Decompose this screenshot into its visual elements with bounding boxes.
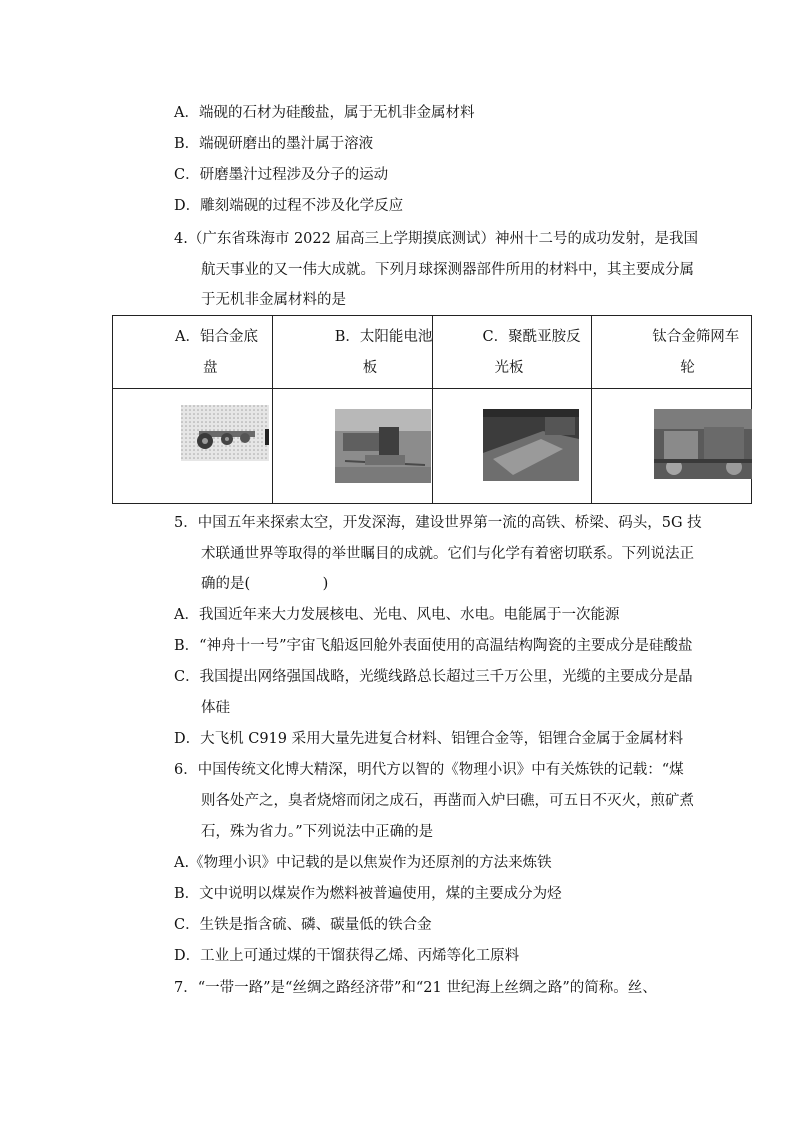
q4-option-a-label-1: A．铝合金底 [175, 329, 258, 345]
q4-option-d-cell [592, 316, 752, 389]
q6-option-c: C．生铁是指含硫、磷、碳量低的铁合金 [174, 917, 432, 933]
q5-stem-line-1: 5．中国五年来探索太空，开发深海，建设世界第一流的高铁、桥梁、码头，5G 技 [174, 515, 702, 531]
q3-option-d: D．雕刻端砚的过程不涉及化学反应 [174, 198, 404, 214]
q4-option-c-label-2: 光板 [494, 360, 524, 376]
q4-photo-a-cell [113, 389, 273, 504]
q4-stem-line-1: 4.（广东省珠海市 2022 届高三上学期摸底测试）神州十二号的成功发射，是我国 [174, 231, 698, 247]
q4-option-b-label-2: 板 [362, 360, 378, 376]
q4-option-a-label-2: 盘 [203, 360, 218, 376]
q4-stem-line-3: 于无机非金属材料的是 [201, 292, 346, 308]
q4-option-c-label-1: C．聚酰亚胺反 [482, 329, 581, 345]
q6-option-b: B．文中说明以煤炭作为燃料被普遍使用，煤的主要成分为烃 [174, 886, 562, 902]
q3-option-c: C．研磨墨汁过程涉及分子的运动 [174, 167, 389, 183]
q6-option-d: D．工业上可通过煤的干馏获得乙烯、丙烯等化工原料 [174, 948, 520, 964]
q4-materials-table [112, 315, 752, 504]
q5-stem-line-3: 确的是( ) [201, 576, 329, 592]
q5-option-c: C．我国提出网络强国战略，光缆线路总长超过三千万公里，光缆的主要成分是晶 [174, 669, 693, 685]
q5-option-d: D．大飞机 C919 采用大量先进复合材料、铝锂合金等，铝锂合金属于金属材料 [174, 731, 684, 747]
rover-chassis-photo [181, 405, 269, 461]
q5-option-a: A．我国近年来大力发展核电、光电、风电、水电。电能属于一次能源 [174, 607, 620, 623]
q4-option-d-label-2: 轮 [680, 360, 695, 376]
q6-stem-line-3: 石，殊为省力。”下列说法中正确的是 [201, 824, 434, 840]
q7-stem-line-1: 7．“一带一路”是“丝绸之路经济带”和“21 世纪海上丝绸之路”的简称。丝、 [174, 980, 657, 996]
q5-stem-line-2: 术联通世界等取得的举世瞩目的成就。它们与化学有着密切联系。下列说法正 [201, 546, 694, 562]
q5-option-c-continued: 体硅 [201, 700, 230, 716]
q6-stem-line-2: 则各处产之，臭者烧熔而闭之成石，再凿而入炉曰礁，可五日不灭火，煎矿煮 [201, 793, 694, 809]
q4-stem-line-2: 航天事业的又一伟大成就。下列月球探测器部件所用的材料中，其主要成分属 [201, 262, 694, 278]
q4-option-c-cell [432, 316, 592, 389]
mesh-wheel-photo [654, 409, 752, 479]
q6-option-a: A.《物理小识》中记载的是以焦炭作为还原剂的方法来炼铁 [174, 855, 552, 871]
q3-option-b: B．端砚研磨出的墨汁属于溶液 [174, 136, 374, 152]
q4-photo-b-cell [272, 389, 432, 504]
q4-option-b-cell [272, 316, 432, 389]
q3-option-a: A．端砚的石材为硅酸盐，属于无机非金属材料 [174, 105, 475, 121]
reflector-photo [483, 409, 579, 481]
q4-photo-d-cell [592, 389, 752, 504]
q4-option-b-label-1: B．太阳能电池 [334, 329, 433, 345]
q6-stem-line-1: 6．中国传统文化博大精深，明代方以智的《物理小识》中有关炼铁的记载：“煤 [174, 762, 684, 778]
q4-photo-c-cell [432, 389, 592, 504]
q4-option-d-label-1: 钛合金筛网车 [652, 329, 740, 345]
q4-option-a-cell [113, 316, 273, 389]
solar-panel-photo [335, 409, 431, 483]
q5-option-b: B．“神舟十一号”宇宙飞船返回舱外表面使用的高温结构陶瓷的主要成分是硅酸盐 [174, 638, 693, 654]
